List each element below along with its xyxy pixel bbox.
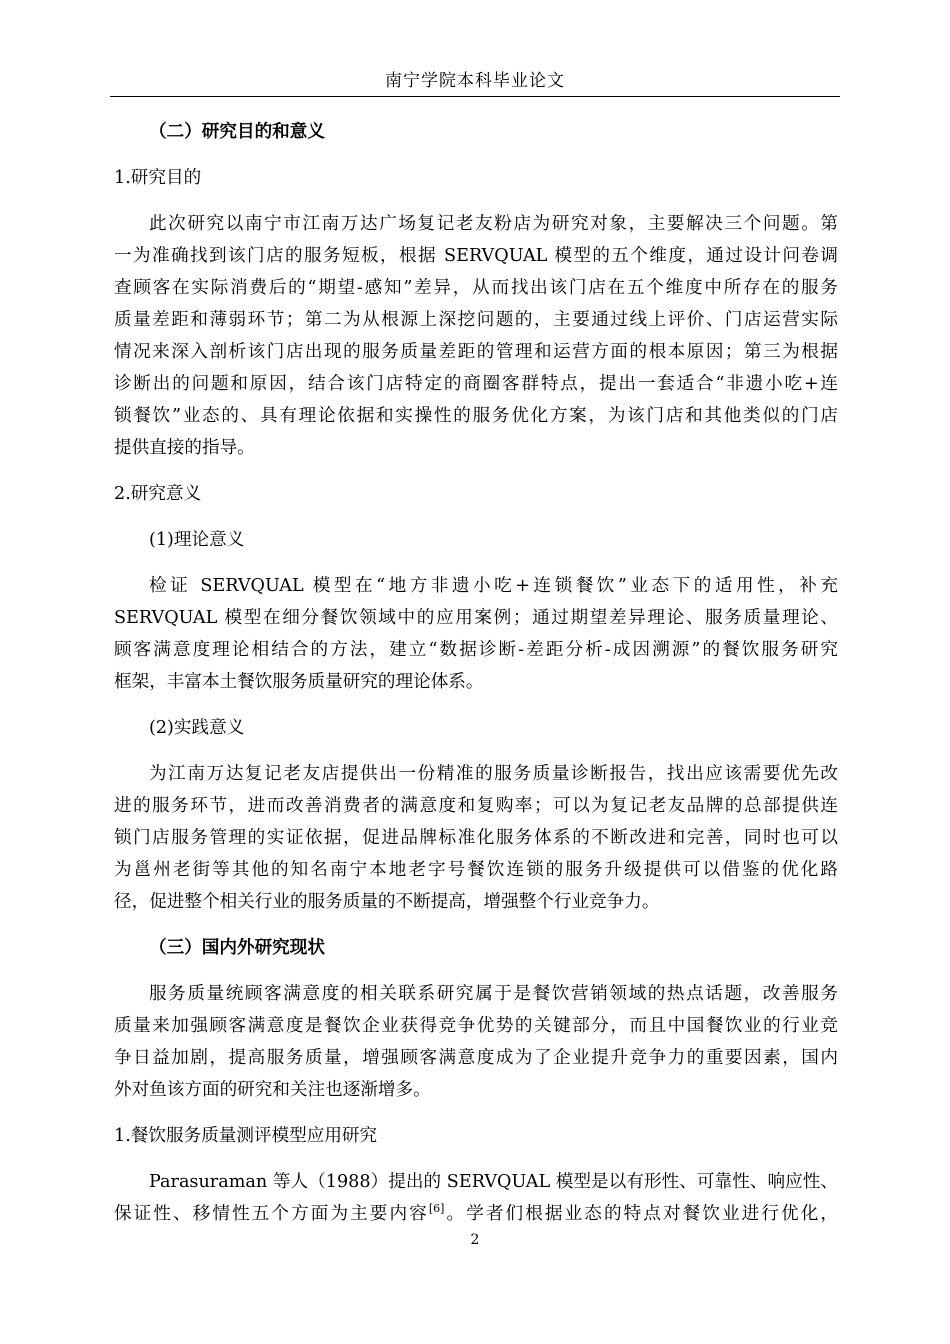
paragraph-line: 进的服务环节，进而改善消费者的满意度和复购率；可以为复记老友品牌的总部提供连	[114, 796, 838, 816]
document-body	[114, 116, 838, 1230]
subheading-theory: (1)理论意义	[149, 530, 245, 550]
paragraph-line: 提供直接的指导。	[114, 438, 255, 458]
paragraph-line: 为江南万达复记老友店提供出一份精准的服务质量诊断报告，找出应该需要优先改	[149, 764, 838, 784]
paragraph-line: 一为准确找到该门店的服务短板，根据 SERVQUAL 模型的五个维度，通过设计问卷调	[114, 246, 838, 266]
paragraph-line: 锁餐饮”业态的、具有理论依据和实操性的服务优化方案，为该门店和其他类似的门店	[114, 406, 838, 426]
paragraph-line-with-citation	[114, 1198, 838, 1230]
subheading-models: 1.餐饮服务质量测评模型应用研究	[114, 1126, 378, 1146]
header-divider	[110, 96, 840, 97]
paragraph-line: Parasuraman 等人（1988）提出的 SERVQUAL 模型是以有形性、可靠性、响应性、	[149, 1172, 838, 1192]
subheading-purpose: 1.研究目的	[114, 168, 202, 188]
paragraph-line: 诊断出的问题和原因，结合该门店特定的商圈客群特点，提出一套适合“非遗小吃+连	[114, 374, 838, 394]
page-header-title: 南宁学院本科毕业论文	[385, 71, 565, 91]
paragraph-line: 情况来深入剖析该门店出现的服务质量差距的管理和运营方面的根本原因；第三为根据	[114, 342, 838, 362]
paragraph-text: 。学者们根据业态的特点对餐饮业进行优化，	[444, 1204, 838, 1224]
paragraph-line: SERVQUAL 模型在细分餐饮领域中的应用案例；通过期望差异理论、服务质量理论、	[114, 608, 838, 628]
paragraph-line: 质量差距和薄弱环节；第二为从根源上深挖问题的，主要通过线上评价、门店运营实际	[114, 310, 838, 330]
paragraph-line: 框架，丰富本土餐饮服务质量研究的理论体系。	[114, 672, 484, 692]
section-heading-research-status: （三）国内外研究现状	[149, 937, 325, 958]
subheading-practice: (2)实践意义	[149, 718, 245, 738]
subheading-significance: 2.研究意义	[114, 484, 202, 504]
paragraph-line: 径，促进整个相关行业的服务质量的不断提高，增强整个行业竞争力。	[114, 892, 660, 912]
page-number: 2	[470, 1232, 480, 1248]
citation-marker: [6]	[428, 1202, 445, 1216]
paragraph-line: 为邕州老街等其他的知名南宁本地老字号餐饮连锁的服务升级提供可以借鉴的优化路	[114, 860, 838, 880]
section-heading-purpose-significance: （二）研究目的和意义	[149, 121, 325, 142]
paragraph-line: 外对鱼该方面的研究和关注也逐渐增多。	[114, 1080, 431, 1100]
paragraph-line: 检证 SERVQUAL 模型在“地方非遗小吃+连锁餐饮”业态下的适用性，补充	[149, 576, 838, 596]
paragraph-line: 查顾客在实际消费后的“期望-感知”差异，从而找出该门店在五个维度中所存在的服务	[114, 278, 838, 298]
paragraph-line: 争日益加剧，提高服务质量，增强顾客满意度成为了企业提升竞争力的重要因素，国内	[114, 1048, 838, 1068]
paragraph-line: 此次研究以南宁市江南万达广场复记老友粉店为研究对象，主要解决三个问题。第	[149, 214, 838, 234]
paragraph-line: 顾客满意度理论相结合的方法，建立“数据诊断-差距分析-成因溯源”的餐饮服务研究	[114, 640, 838, 660]
paragraph-line: 锁门店服务管理的实证依据，促进品牌标准化服务体系的不断改进和完善，同时也可以	[114, 828, 838, 848]
paragraph-line: 质量来加强顾客满意度是餐饮企业获得竞争优势的关键部分，而且中国餐饮业的行业竞	[114, 1016, 838, 1036]
paragraph-text: 保证性、移情性五个方面为主要内容	[114, 1204, 429, 1224]
paragraph-line: 服务质量统顾客满意度的相关联系研究属于是餐饮营销领域的热点话题，改善服务	[149, 984, 838, 1004]
